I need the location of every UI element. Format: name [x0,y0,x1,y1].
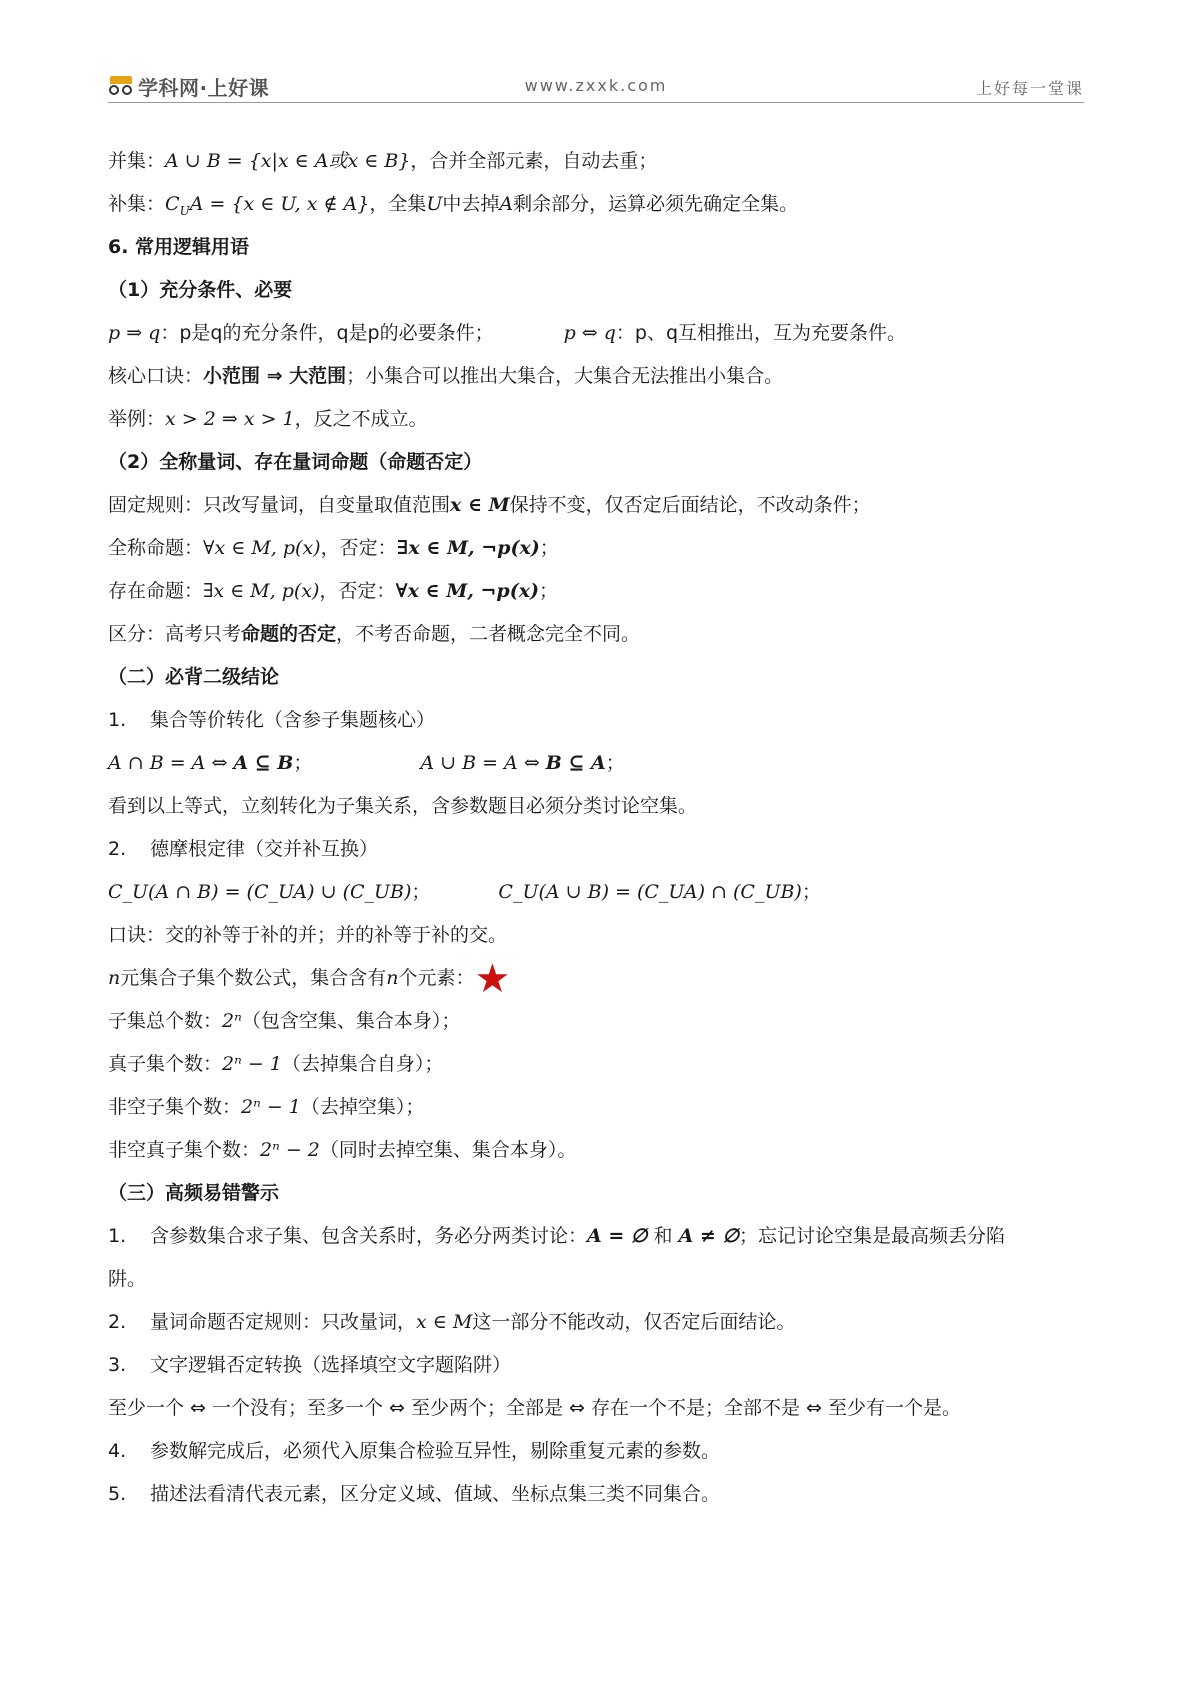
core-mnemonic-line: 核心口诀：小范围 ⇒ 大范围；小集合可以推出大集合，大集合无法推出小集合。 [108,365,784,387]
sufficient-condition-line: p ⇒ q：p是q的充分条件，q是p的必要条件； p ⇔ q：p、q互相推出，互为充要条件。 [108,322,907,344]
warning-5: 5. 描述法看清代表元素，区分定义域、值域、坐标点集三类不同集合。 [108,1483,721,1505]
subsection-2-heading: （2）全称量词、存在量词命题（命题否定） [108,451,483,473]
part-3-heading: （三）高频易错警示 [108,1182,280,1204]
logo-text: 学科网·上好课 [138,76,270,100]
subset-count-formula-line: n元集合子集个数公式，集合含有n个元素：★ [108,955,511,1002]
warning-1-continued: 阱。 [108,1268,147,1290]
subsection-1-heading: （1）充分条件、必要 [108,279,293,301]
document-body [108,140,1084,1516]
complement-line: 补集：$C_UA = \{x$ ∈ U, x ∉ A}，全集U中去掉A剩余部分，运算必须先确定全集。 [108,193,799,218]
universal-proposition-line: 全称命题：∀x ∈ M, p(x)，否定：∃x ∈ M, ¬p(x)； [108,537,559,559]
fixed-rule-line: 固定规则：只改写量词，自变量取值范围x ∈ M保持不变，仅否定后面结论，不改动条件； [108,494,871,516]
distinction-line: 区分：高考只考命题的否定，不考否命题，二者概念完全不同。 [108,623,641,645]
section-6-heading: 6. 常用逻辑用语 [108,236,250,258]
example-line: 举例：x > 2 ⇒ x > 1，反之不成立。 [108,408,428,430]
item-2: 2. 德摩根定律（交并补互换） [108,838,379,860]
mnemonic-line: 口诀：交的补等于补的并；并的补等于补的交。 [108,924,508,946]
existential-proposition-line: 存在命题：∃x ∈ M, p(x)，否定：∀x ∈ M, ¬p(x)； [108,580,559,602]
see-equations-line: 看到以上等式，立刻转化为子集关系，含参数题目必须分类讨论空集。 [108,795,698,817]
warning-4: 4. 参数解完成后，必须代入原集合检验互异性，剔除重复元素的参数。 [108,1440,721,1462]
proper-subsets-line: 真子集个数：2ⁿ − 1（去掉集合自身）； [108,1053,444,1075]
nonempty-subsets-line: 非空子集个数：2ⁿ − 1（去掉空集）； [108,1096,425,1118]
union-line: 并集：A ∪ B = {x|x ∈ A或x ∈ B}，合并全部元素，自动去重； [108,150,658,172]
subsets-count-line: 子集总个数：2ⁿ（包含空集、集合本身）； [108,1010,461,1032]
de-morgan-formulas: C_U(A ∩ B) = (C_UA) ∪ (C_UB)； C_U(A ∪ B) = (C_UA) ∩ (C_UB)； [108,881,821,903]
equivalence-formulas: A ∩ B = A ⇔ A ⊆ B； A ∪ B = A ⇔ B ⊆ A； [108,752,625,774]
warning-3: 3. 文字逻辑否定转换（选择填空文字题陷阱） [108,1354,512,1376]
warning-2: 2. 量词命题否定规则：只改量词，x ∈ M这一部分不能改动，仅否定后面结论。 [108,1311,796,1333]
star-icon: ★ [474,955,511,1002]
nonempty-proper-subsets-line: 非空真子集个数：2ⁿ − 2（同时去掉空集、集合本身）。 [108,1139,577,1161]
warning-1: 1. 含参数集合求子集、包含关系时，务必分两类讨论：A = ∅ 和 A ≠ ∅；忘记讨论空集是最高频丢分陷 [108,1225,1006,1247]
page-header [108,70,1084,103]
item-1: 1. 集合等价转化（含参子集题核心） [108,709,436,731]
warning-3-detail: 至少一个 ⇔ 一个没有；至多一个 ⇔ 至少两个；全部是 ⇔ 存在一个不是；全部不是 ⇔ 至少有一个是。 [108,1397,961,1419]
site-url: www.zxxk.com [524,76,668,95]
slogan: 上好每一堂课 [975,79,1084,98]
part-2-heading: （二）必背二级结论 [108,666,280,688]
